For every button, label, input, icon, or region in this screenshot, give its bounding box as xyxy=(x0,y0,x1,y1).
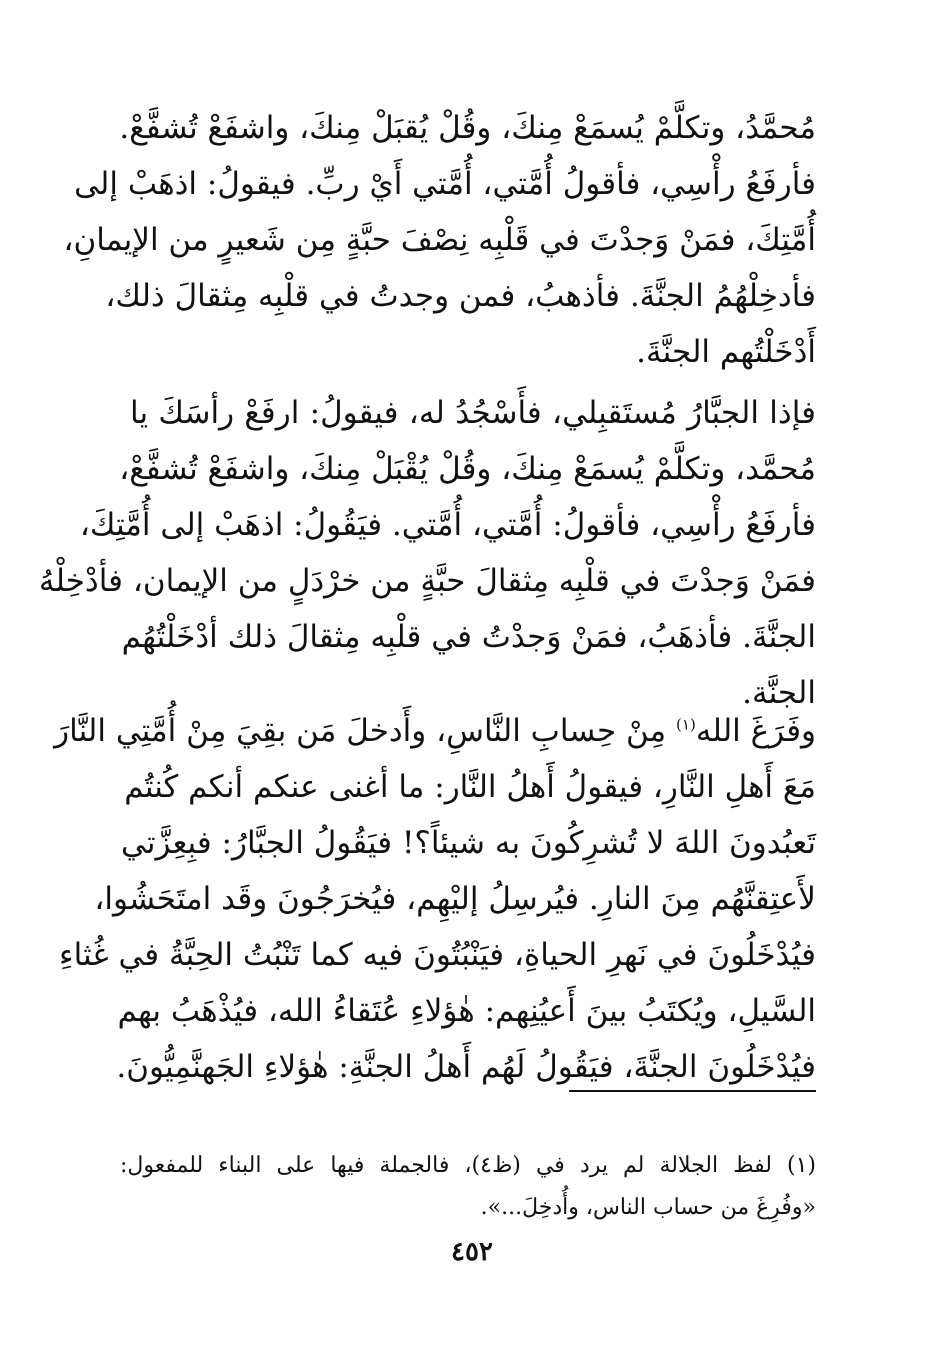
paragraph-line: مُحمَّدُ، وتكلَّمْ يُسمَعْ مِنكَ، وقُلْ يُقبَلْ مِنكَ، واشفَعْ تُشفَّعْ. xyxy=(119,110,816,146)
paragraph-2 xyxy=(38,385,816,721)
paragraph-line: فإذا الجبَّارُ مُستَقبِلي، فأَسْجُدُ له، فيقولُ: ارفَعْ رأسَكَ يا xyxy=(130,395,816,431)
paragraph-line: فيُدْخَلُونَ في نَهرِ الحياةِ، فيَنْبُتُونَ فيه كما تَنْبُتُ الحِبَّةُ في غُثاءِ xyxy=(59,937,816,973)
paragraph-line: مُحمَّد، وتكلَّمْ يُسمَعْ مِنكَ، وقُلْ يُقْبَلْ مِنكَ، واشفَعْ تُشفَّعْ، xyxy=(119,451,816,487)
footnote-line: (١) لفظ الجلالة لم يرد في (ظ٤)، فالجملة فيها على البناء للمفعول: xyxy=(120,1153,816,1178)
page-number: ٤٥٢ xyxy=(451,1237,493,1267)
paragraph-line: فأرفَعُ رأْسِي، فأقولُ أُمَّتي، أُمَّتي أَيْ ربِّ. فيقولُ: اذهَبْ إلى xyxy=(74,166,816,202)
paragraph-line: لأَعتِقنَّهُم مِنَ النارِ. فيُرسِلُ إليْهِم، فيُخرَجُونَ وقَد امتَحَشُوا، xyxy=(94,881,816,917)
paragraph-text: وفَرَغَ الله xyxy=(695,713,816,749)
paragraph-line: السَّيلِ، ويُكتَبُ بينَ أَعيُنِهم: هٰؤلاءِ عُتَقاءُ الله، فيُذْهَبُ بهم xyxy=(117,993,816,1029)
footnote xyxy=(120,1145,816,1229)
paragraph-line: فأدخِلْهُمُ الجنَّةَ. فأذهبُ، فمن وجدتُ في قلْبِه مِثقالَ ذلك، xyxy=(105,278,816,314)
paragraph-line: أَدْخَلْتُهم الجنَّةَ. xyxy=(636,334,816,370)
paragraph-3 xyxy=(54,703,816,1095)
paragraph-line: فأرفَعُ رأْسِي، فأقولُ: أُمَّتي، أُمَّتي. فيَقُولُ: اذهَبْ إلى أُمَّتِكَ، xyxy=(79,507,816,543)
paragraph-line: الجنَّة. xyxy=(742,675,816,711)
paragraph-line: فمَنْ وَجدْتَ في قلْبِه مِثقالَ حبَّةٍ من خرْدَلٍ من الإيمان، فأدْخِلْهُ xyxy=(38,563,816,599)
paragraph-line: مَعَ أَهلِ النَّارِ، فيقولُ أَهلُ النَّار: ما أغنى عنكم أنكم كُنتُم xyxy=(124,769,816,805)
footnote-divider xyxy=(569,1090,816,1092)
footnote-line: «وفُرِغَ من حساب الناس، وأُدخِلَ...». xyxy=(480,1195,816,1220)
paragraph-line: تَعبُدونَ اللهَ لا تُشرِكُونَ به شيئاً؟! فيَقُولُ الجبَّارُ: فبِعِزَّتي xyxy=(121,825,816,861)
paragraph-line-with-footnote-ref xyxy=(54,703,816,759)
footnote-reference: (١) xyxy=(676,715,696,734)
paragraph-line: أُمَّتِكَ، فمَنْ وَجدْتَ في قَلْبِه نِصْفَ حبَّةٍ مِن شَعيرٍ من الإيمانِ، xyxy=(63,222,816,258)
paragraph-line: الجنَّةَ. فأذهَبُ، فمَنْ وَجدْتُ في قلْبِه مِثقالَ ذلك أدْخَلْتُهُم xyxy=(121,619,816,655)
paragraph-1 xyxy=(63,100,816,380)
paragraph-text: مِنْ حِسابِ النَّاسِ، وأَدخلَ مَن بقِيَ مِنْ أُمَّتِي النَّارَ xyxy=(54,713,677,749)
paragraph-line: فيُدْخَلُونَ الجنَّةَ، فيَقُولُ لَهُم أَهلُ الجنَّةِ: هٰؤلاءِ الجَهنَّمِيُّونَ. xyxy=(116,1049,816,1085)
